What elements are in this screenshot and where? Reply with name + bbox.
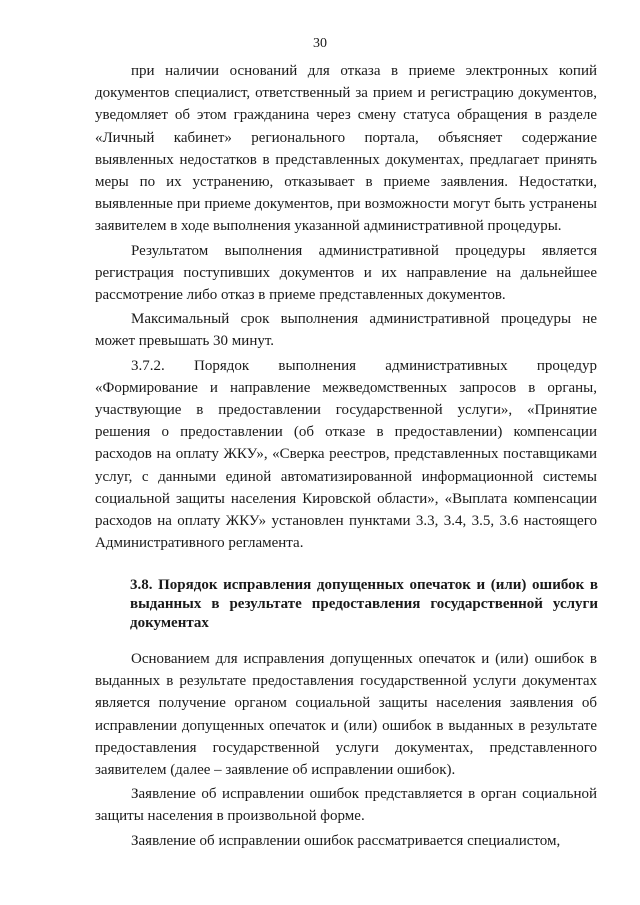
section-title: Порядок исправления допущенных опечаток и (или) ошибок в выданных в результате предоставления государственной услуги документах (130, 577, 599, 631)
paragraph: Заявление об исправлении ошибок представляется в орган социальной защиты населения в произвольной форме. (95, 786, 597, 825)
paragraph: Основанием для исправления допущенных опечаток и (или) ошибок в выданных в результате предоставления государственной услуги документах является получение органом социальной защиты населения заявления об исправлении допущенных опечаток и (или) ошибок в выданных в результате предоставления государственной услуги документах, представленного заявителем (далее – заявление об исправлении ошибок). (95, 651, 597, 779)
page-number: 30 (313, 36, 327, 51)
paragraph: при наличии оснований для отказа в приеме электронных копий документов специалист, ответственный за прием и регистрацию документов, уведомляет об этом гражданина через смену статуса обращения в разделе «Личный кабинет» регионального портала, объясняет содержание выявленных недостатков в представленных документах, предлагает принять меры по их устранению, отказывает в приеме заявления. Недостатки, выявленные при приеме документов, при возможности могут быть устранены заявителем в ходе выполнения указанной административной процедуры. (95, 63, 597, 235)
paragraph: 3.7.2. Порядок выполнения административных процедур «Формирование и направление межведомственных запросов в органы, участвующие в предоставлении государственной услуги», «Принятие решения о предоставлении (об отказе в предоставлении) компенсации расходов на оплату ЖКУ», «Сверка реестров, представленных поставщиками услуг, с данными единой автоматизированной информационной системы социальной защиты населения Кировской области», «Выплата компенсации расходов на оплату ЖКУ» установлен пунктами 3.3, 3.4, 3.5, 3.6 настоящего Административного регламента. (95, 357, 597, 552)
paragraph: Результатом выполнения административной процедуры является регистрация поступивших документов и их направление на дальнейшее рассмотрение либо отказ в приеме представленных документов. (95, 242, 597, 304)
text-block-upper (95, 60, 597, 554)
paragraph: Заявление об исправлении ошибок рассматривается специалистом, (131, 832, 561, 849)
text-block-lower (95, 648, 597, 852)
section-number: 3.8. (130, 577, 159, 593)
section-heading (130, 576, 598, 633)
paragraph: Максимальный срок выполнения административной процедуры не может превышать 30 минут. (95, 311, 597, 350)
